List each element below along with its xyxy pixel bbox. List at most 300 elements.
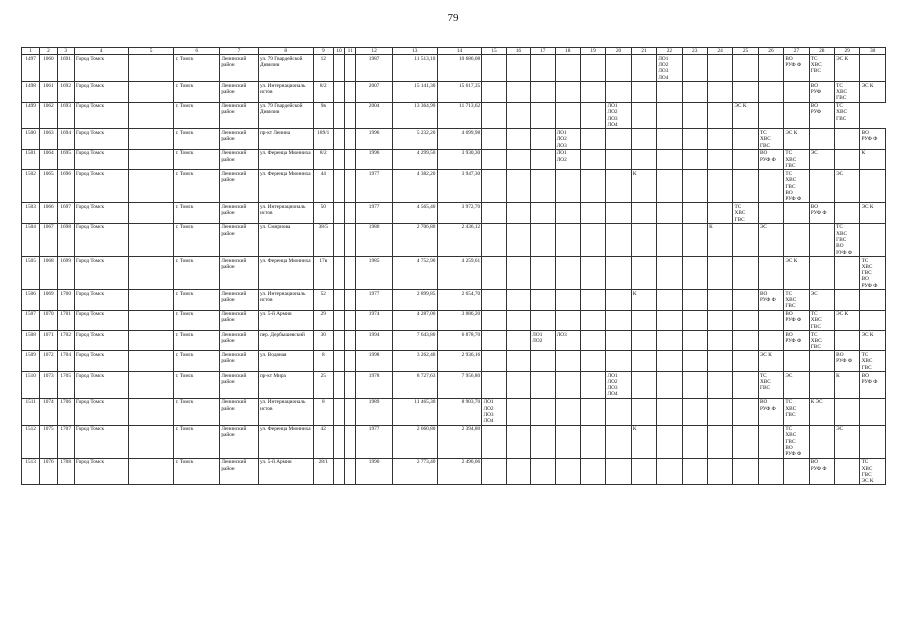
table-cell: К (707, 223, 732, 256)
table-cell: ТС ХВС ГВС (758, 371, 783, 398)
table-cell: ул. Интернациональ истов (258, 82, 313, 102)
column-number: 29 (834, 48, 859, 55)
column-number: 15 (482, 48, 506, 55)
table-cell: ЛО1 ЛО2 (555, 149, 580, 169)
column-number: 3 (57, 48, 74, 55)
table-cell: Ленинский район (220, 170, 259, 203)
table-cell (580, 256, 605, 289)
table-cell (482, 102, 506, 129)
table-cell: 2 654,70 (437, 290, 482, 310)
table-cell: 1067 (40, 223, 57, 256)
table-cell: 2 706,80 (392, 223, 437, 256)
table-cell (657, 290, 682, 310)
table-cell: ЭС К (834, 55, 859, 82)
table-cell: ТС ХВС ГВС ВО РУФ Ф (784, 425, 809, 458)
table-cell (834, 149, 859, 169)
table-cell (128, 203, 174, 223)
table-cell: Ленинский район (220, 331, 259, 351)
table-cell (606, 458, 631, 485)
table-cell (128, 256, 174, 289)
column-number: 7 (220, 48, 259, 55)
table-cell: ул. Ференца Мюнниха (258, 256, 313, 289)
table-cell: 1701 (57, 310, 74, 330)
table-cell (707, 425, 732, 458)
table-cell (506, 458, 530, 485)
table-cell (657, 458, 682, 485)
table-cell (758, 170, 783, 203)
table-cell (580, 371, 605, 398)
table-cell: ЭС К (860, 203, 886, 223)
table-cell (555, 458, 580, 485)
table-cell (506, 223, 530, 256)
table-row (22, 170, 886, 203)
table-cell (555, 371, 580, 398)
table-cell (506, 129, 530, 149)
table-cell (631, 458, 656, 485)
table-cell (333, 351, 344, 371)
table-cell (631, 331, 656, 351)
table-cell: 8/2 (313, 149, 333, 169)
table-cell: 11 465,30 (392, 398, 437, 425)
table-cell: 1498 (22, 82, 40, 102)
table-cell: Город Томск (74, 203, 128, 223)
table-cell (531, 102, 555, 129)
table-row (22, 371, 886, 398)
table-cell (606, 203, 631, 223)
table-cell (809, 129, 834, 149)
table-cell: пер. Дербышевский (258, 331, 313, 351)
table-cell (733, 331, 758, 351)
table-cell: Ленинский район (220, 290, 259, 310)
table-row (22, 203, 886, 223)
table-row (22, 149, 886, 169)
table-cell (606, 170, 631, 203)
table-cell: 30 (313, 331, 333, 351)
table-cell (531, 149, 555, 169)
table-cell: г. Томск (174, 102, 220, 129)
table-cell: ЛО1 ЛО2 ЛО3 ЛО4 (606, 102, 631, 129)
table-cell: 1702 (57, 331, 74, 351)
table-cell (531, 351, 555, 371)
table-cell: ВО РУФ Ф (758, 398, 783, 425)
table-cell: 1692 (57, 82, 74, 102)
table-cell (682, 170, 707, 203)
table-cell: 1696 (57, 170, 74, 203)
table-cell: ЭС К (860, 82, 886, 102)
table-cell (531, 55, 555, 82)
table-cell (531, 310, 555, 330)
table-cell (580, 310, 605, 330)
table-cell: г. Томск (174, 203, 220, 223)
table-cell (555, 398, 580, 425)
table-cell: ВО РУФ Ф (784, 310, 809, 330)
table-cell (834, 458, 859, 485)
table-cell (860, 55, 886, 82)
table-cell: ул. 5-й Армии (258, 310, 313, 330)
table-cell (631, 351, 656, 371)
table-cell (580, 425, 605, 458)
column-number: 16 (506, 48, 530, 55)
table-cell: 2 660,80 (392, 425, 437, 458)
table-cell (707, 256, 732, 289)
column-number: 2 (40, 48, 57, 55)
table-cell: К (631, 290, 656, 310)
table-cell: 1980 (356, 223, 393, 256)
table-cell: 1073 (40, 371, 57, 398)
table-cell (333, 170, 344, 203)
column-number: 13 (392, 48, 437, 55)
column-number: 9 (313, 48, 333, 55)
table-cell: ул. Смирнова (258, 223, 313, 256)
table-cell: 1506 (22, 290, 40, 310)
table-cell: 1075 (40, 425, 57, 458)
table-cell (333, 203, 344, 223)
table-cell: Город Томск (74, 371, 128, 398)
table-cell: 1070 (40, 310, 57, 330)
table-cell (682, 55, 707, 82)
table-cell: 1700 (57, 290, 74, 310)
table-cell: ул. Ференца Мюнниха (258, 425, 313, 458)
table-cell: Город Томск (74, 149, 128, 169)
column-number: 19 (580, 48, 605, 55)
table-cell (345, 223, 356, 256)
table-cell (531, 129, 555, 149)
table-cell (333, 223, 344, 256)
table-cell (682, 398, 707, 425)
table-cell: 1063 (40, 129, 57, 149)
table-cell: 1708 (57, 458, 74, 485)
table-cell (345, 102, 356, 129)
table-cell (128, 82, 174, 102)
table-cell: 1072 (40, 351, 57, 371)
table-cell: 2 773,40 (392, 458, 437, 485)
table-cell: 29 (313, 310, 333, 330)
table-cell: 1502 (22, 170, 40, 203)
table-cell: 3 930,30 (437, 149, 482, 169)
table-cell (580, 203, 605, 223)
table-cell (128, 102, 174, 129)
table-cell: 1977 (356, 170, 393, 203)
table-cell (555, 203, 580, 223)
table-cell (682, 129, 707, 149)
table-cell: ул. 5-й Армии (258, 458, 313, 485)
table-cell (809, 256, 834, 289)
table-cell: 15 617,35 (437, 82, 482, 102)
table-cell (707, 331, 732, 351)
table-cell (606, 351, 631, 371)
table-cell (809, 351, 834, 371)
table-cell: г. Томск (174, 149, 220, 169)
table-cell: Город Томск (74, 425, 128, 458)
table-cell: 38/5 (313, 223, 333, 256)
table-cell (333, 149, 344, 169)
table-cell: 5 232,20 (392, 129, 437, 149)
table-cell (657, 371, 682, 398)
table-cell: ЭС К (860, 331, 886, 351)
table-cell: 1691 (57, 55, 74, 82)
table-cell: Ленинский район (220, 371, 259, 398)
table-cell: 2 394,80 (437, 425, 482, 458)
table-cell (758, 256, 783, 289)
column-number: 18 (555, 48, 580, 55)
table-cell: Ленинский район (220, 310, 259, 330)
table-cell: 17в (313, 256, 333, 289)
table-cell: 1510 (22, 371, 40, 398)
column-number: 5 (128, 48, 174, 55)
column-number: 30 (860, 48, 886, 55)
table-cell (606, 310, 631, 330)
table-cell: 42 (313, 425, 333, 458)
table-cell (345, 310, 356, 330)
table-cell (506, 425, 530, 458)
table-cell (333, 82, 344, 102)
table-cell: ЭС (809, 290, 834, 310)
table-cell: 8/2 (313, 82, 333, 102)
table-cell (834, 290, 859, 310)
table-cell: ЭС К (784, 129, 809, 149)
table-cell (657, 425, 682, 458)
table-cell: 4 565,40 (392, 203, 437, 223)
table-cell (733, 129, 758, 149)
table-cell (707, 149, 732, 169)
table-cell (733, 425, 758, 458)
table-cell (482, 256, 506, 289)
table-cell (606, 290, 631, 310)
table-cell (482, 55, 506, 82)
table-cell: Город Томск (74, 351, 128, 371)
table-cell: Ленинский район (220, 149, 259, 169)
table-cell: 1501 (22, 149, 40, 169)
table-cell (345, 55, 356, 82)
table-cell (506, 371, 530, 398)
table-cell: г. Томск (174, 223, 220, 256)
table-cell: Город Томск (74, 256, 128, 289)
table-cell (580, 149, 605, 169)
table-cell: Город Томск (74, 102, 128, 129)
table-cell: 4 287,00 (392, 310, 437, 330)
table-cell: 28/1 (313, 458, 333, 485)
table-cell: ВО РУФ Ф (784, 55, 809, 82)
table-cell (758, 310, 783, 330)
table-cell (506, 256, 530, 289)
table-cell (531, 170, 555, 203)
table-cell: 6 878,70 (437, 331, 482, 351)
table-cell: ул. Водяная (258, 351, 313, 371)
table-cell: г. Томск (174, 398, 220, 425)
table-cell (506, 82, 530, 102)
table-cell: Ленинский район (220, 398, 259, 425)
table-cell: 1996 (356, 129, 393, 149)
table-cell (580, 351, 605, 371)
table-cell (128, 371, 174, 398)
table-cell (506, 310, 530, 330)
table-cell: 9в (313, 102, 333, 129)
table-cell (707, 55, 732, 82)
table-cell (128, 458, 174, 485)
table-cell (758, 82, 783, 102)
table-cell: 10 686,08 (437, 55, 482, 82)
table-cell (482, 331, 506, 351)
table-cell: ТС ХВС ГВС ЭС К (860, 458, 886, 485)
table-cell (555, 425, 580, 458)
table-cell (482, 223, 506, 256)
table-cell (682, 203, 707, 223)
column-number: 12 (356, 48, 393, 55)
table-cell: Ленинский район (220, 82, 259, 102)
table-cell (682, 425, 707, 458)
table-cell (531, 425, 555, 458)
table-cell: ВО РУФ Ф (809, 203, 834, 223)
table-cell: г. Томск (174, 256, 220, 289)
table-cell (482, 351, 506, 371)
table-cell (733, 55, 758, 82)
table-cell: 3 972,70 (437, 203, 482, 223)
table-cell: 50 (313, 203, 333, 223)
table-cell (860, 290, 886, 310)
table-row (22, 290, 886, 310)
table-cell: Город Томск (74, 223, 128, 256)
table-cell (580, 290, 605, 310)
table-cell: 189/1 (313, 129, 333, 149)
table-cell (657, 331, 682, 351)
table-cell: 8 727,63 (392, 371, 437, 398)
table-cell: 1509 (22, 351, 40, 371)
table-cell: К (834, 371, 859, 398)
table-cell (682, 102, 707, 129)
table-cell (657, 102, 682, 129)
table-cell: 1977 (356, 203, 393, 223)
table-cell: ВО РУФ (809, 82, 834, 102)
table-cell: 1977 (356, 425, 393, 458)
column-number: 21 (631, 48, 656, 55)
table-cell: ЛО1 ЛО2 (531, 331, 555, 351)
table-cell: Ленинский район (220, 256, 259, 289)
table-cell (506, 170, 530, 203)
table-cell: 1068 (40, 256, 57, 289)
table-cell: Город Томск (74, 458, 128, 485)
column-number: 8 (258, 48, 313, 55)
table-cell: ТС ХВС ГВС (784, 398, 809, 425)
table-cell (345, 458, 356, 485)
table-cell (333, 425, 344, 458)
table-row (22, 223, 886, 256)
table-cell (580, 129, 605, 149)
table-cell: ЛО1 ЛО2 ЛО3 ЛО4 (606, 371, 631, 398)
table-cell: 1076 (40, 458, 57, 485)
table-cell (128, 398, 174, 425)
table-cell: 1707 (57, 425, 74, 458)
table-cell (758, 102, 783, 129)
table-cell (784, 351, 809, 371)
table-cell (482, 129, 506, 149)
page-number: 79 (447, 12, 459, 24)
table-cell (707, 170, 732, 203)
table-cell (506, 55, 530, 82)
table-cell (531, 458, 555, 485)
table-cell (733, 149, 758, 169)
table-cell (657, 398, 682, 425)
table-cell: 1978 (356, 371, 393, 398)
register-table (21, 47, 886, 485)
table-cell (555, 290, 580, 310)
table-cell: Город Томск (74, 82, 128, 102)
table-cell (531, 203, 555, 223)
table-cell (345, 290, 356, 310)
table-cell: 1990 (356, 458, 393, 485)
table-cell (733, 310, 758, 330)
table-cell (345, 170, 356, 203)
table-cell (860, 170, 886, 203)
table-cell (707, 371, 732, 398)
table-cell: 12 (313, 55, 333, 82)
table-cell: 1693 (57, 102, 74, 129)
table-cell: 2 936,16 (437, 351, 482, 371)
table-cell (531, 371, 555, 398)
table-cell: 11 713,62 (437, 102, 482, 129)
table-cell: г. Томск (174, 55, 220, 82)
table-cell: 3 086,20 (437, 310, 482, 330)
table-cell (784, 458, 809, 485)
table-cell: 1977 (356, 290, 393, 310)
table-cell (128, 149, 174, 169)
table-cell (128, 55, 174, 82)
table-cell (555, 82, 580, 102)
table-cell: 1504 (22, 223, 40, 256)
table-cell: ВО РУФ Ф (784, 331, 809, 351)
table-cell: ВО РУФ Ф (834, 351, 859, 371)
table-cell (860, 310, 886, 330)
table-cell: 1065 (40, 170, 57, 203)
table-cell: 1074 (40, 398, 57, 425)
table-cell (657, 310, 682, 330)
table-cell (482, 310, 506, 330)
table-cell: ВО РУФ Ф (860, 129, 886, 149)
table-cell (682, 149, 707, 169)
table-cell (809, 170, 834, 203)
table-cell: 8 903,70 (437, 398, 482, 425)
table-cell (606, 425, 631, 458)
table-cell: 1998 (356, 351, 393, 371)
table-cell: ТС ХВС ГВС (809, 55, 834, 82)
table-cell: ТС ХВС ГВС ВО РУФ Ф (860, 256, 886, 289)
table-cell (606, 223, 631, 256)
table-cell: Город Томск (74, 331, 128, 351)
table-cell (707, 351, 732, 371)
column-number: 14 (437, 48, 482, 55)
table-cell (784, 102, 809, 129)
table-cell: Город Томск (74, 170, 128, 203)
table-cell (682, 458, 707, 485)
table-cell: ЭС К (733, 102, 758, 129)
table-cell (860, 223, 886, 256)
table-cell (707, 310, 732, 330)
table-cell: ТС ХВС ГВС (834, 102, 859, 129)
table-cell: ЭС (834, 425, 859, 458)
table-cell (657, 149, 682, 169)
table-cell: 1497 (22, 55, 40, 82)
table-cell (128, 351, 174, 371)
table-row (22, 256, 886, 289)
table-cell (606, 331, 631, 351)
table-cell (682, 351, 707, 371)
table-row (22, 425, 886, 458)
table-cell (733, 223, 758, 256)
table-cell (506, 398, 530, 425)
table-cell: ЛО1 ЛО2 ЛО3 ЛО4 (657, 55, 682, 82)
table-cell (758, 331, 783, 351)
table-cell (860, 425, 886, 458)
table-cell (631, 203, 656, 223)
